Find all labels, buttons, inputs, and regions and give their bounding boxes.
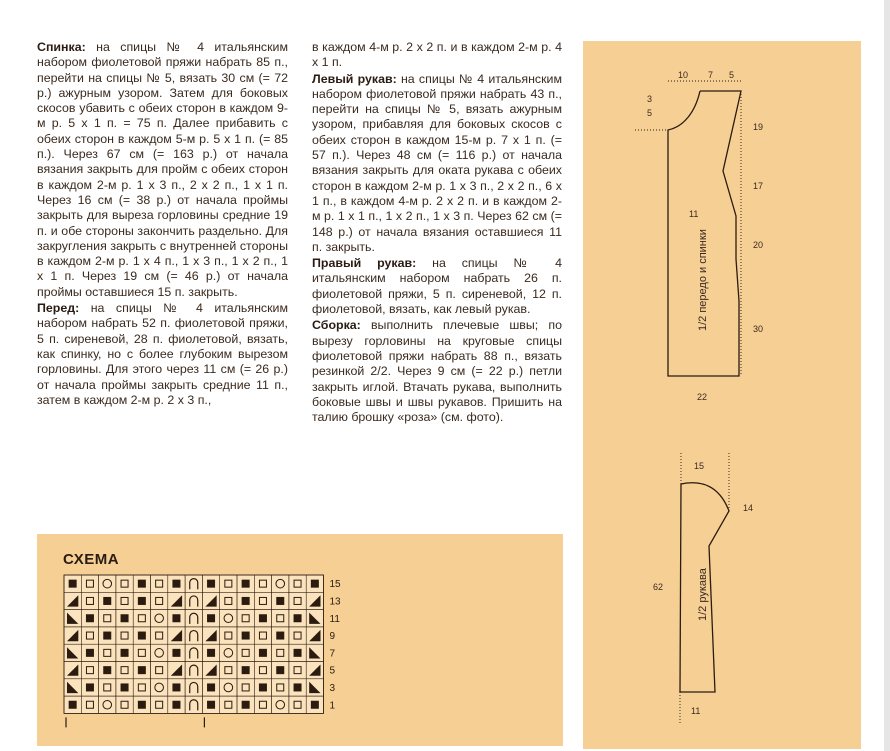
- sleeve-pattern-label: 1/2 рукава: [697, 568, 709, 621]
- stitch-square-symbol: [69, 580, 77, 588]
- body-dim-bottom: 22: [697, 392, 708, 402]
- stitch-square-symbol: [121, 614, 129, 622]
- stitch-square-symbol: [103, 666, 111, 674]
- stitch-square-symbol: [276, 666, 284, 674]
- sleeve-dim-bottom: 11: [691, 706, 701, 716]
- chart-row-number: 11: [329, 613, 340, 625]
- body-pattern-label: 1/2 передо и спинки: [697, 229, 709, 331]
- body-dim-r2: 17: [753, 181, 764, 191]
- stitch-square-symbol: [121, 649, 129, 657]
- right-sleeve-section: [312, 256, 562, 317]
- body-dim-neck-a: 3: [647, 94, 653, 104]
- chart-row-number: 5: [329, 665, 336, 677]
- stitch-square-symbol: [121, 683, 129, 691]
- stitch-square-symbol: [259, 649, 267, 657]
- stitch-square-symbol: [259, 614, 267, 622]
- stitch-square-symbol: [294, 649, 302, 657]
- assembly-heading: Сборка:: [312, 318, 361, 333]
- back-heading: Спинка:: [37, 40, 86, 54]
- stitch-square-symbol: [138, 597, 146, 605]
- front-continued: в каждом 4-м р. 2 х 2 п. и в каждом 2-м р. 4 х 1 п.: [312, 40, 562, 70]
- stitch-square-symbol: [172, 614, 180, 622]
- sleeve-dim-length: 62: [653, 582, 664, 592]
- stitch-square-symbol: [242, 632, 250, 640]
- stitch-square-symbol: [172, 683, 180, 691]
- body-dim-r3: 20: [753, 240, 764, 250]
- stitch-square-symbol: [294, 614, 302, 622]
- left-sleeve-text: на спицы № 4 итальянским набором фиолетовой пряжи набрать 43 п., перейти на спицы № 5, вязать ажурным узором, прибавляя для боковых скосов с обеих сторон в каждом 15-м р. 7 х 1 п. (= 57 п.). Через 48 см (= 116 р.) от начала вязания закрыть для оката рукава с обеих сторон в каждом 2-м р. 1 х 3 п., 2 х 2 п., 6 х 1 п., в каждом 4-м р. 2 х 2 п. и в каждом 2-м р. 1 х 1 п., 1 х 2 п., 1 х 3 п. Через 62 см (= 148 р.) от начала вязания оставшиеся 11 п. закрыть.: [312, 71, 562, 254]
- stitch-square-symbol: [86, 649, 94, 657]
- chart-row-number: 7: [329, 648, 336, 660]
- body-dim-neck-b: 5: [647, 108, 653, 118]
- pattern-diagrams: [583, 41, 861, 749]
- stitch-square-symbol: [103, 632, 111, 640]
- stitch-square-symbol: [242, 701, 250, 709]
- body-dim-top-left: 10: [678, 70, 689, 80]
- stitch-square-symbol: [86, 614, 94, 622]
- stitch-square-symbol: [172, 649, 180, 657]
- stitch-square-symbol: [86, 683, 94, 691]
- stitch-square-symbol: [103, 597, 111, 605]
- stitch-square-symbol: [138, 632, 146, 640]
- stitch-square-symbol: [138, 701, 146, 709]
- stitch-square-symbol: [311, 701, 319, 709]
- left-sleeve-heading: Левый рукав:: [312, 71, 397, 86]
- stitch-square-symbol: [207, 580, 215, 588]
- chart-row-number: 9: [329, 631, 336, 643]
- assembly-section: [312, 318, 562, 425]
- instructions-column-left: [37, 40, 288, 409]
- back-section: [37, 40, 288, 300]
- stitch-square-symbol: [311, 580, 319, 588]
- stitch-square-symbol: [138, 580, 146, 588]
- instructions-column-right: [312, 40, 562, 426]
- right-sleeve-text: на спицы № 4 итальянским набором набрать 26 п. фиолетовой пряжи, 5 п. сиреневой, 12 п. фиолетовой, вязать, как левый рукав.: [312, 256, 562, 317]
- left-sleeve-section: [312, 72, 562, 256]
- stitch-square-symbol: [172, 701, 180, 709]
- chart-row-number: 13: [329, 596, 341, 608]
- stitch-square-symbol: [69, 701, 77, 709]
- stitch-square-symbol: [242, 580, 250, 588]
- stitch-square-symbol: [207, 701, 215, 709]
- chart-row-number: 1: [329, 700, 336, 712]
- stitch-square-symbol: [207, 614, 215, 622]
- stitch-chart-title: СХЕМА: [63, 551, 120, 568]
- body-dim-r4: 30: [753, 324, 764, 334]
- body-dim-top-mid: 7: [708, 70, 714, 80]
- front-text: на спицы № 4 итальянским набором набрать 52 п. фиолетовой пряжи, 5 п. сиреневой, 28 п. фиолетовой, вязать, как спинку, но с более глубоким вырезом горловины. Для этого через 11 см (= 26 р.) от начала проймы закрыть средние 11 п., затем в каждом 2-м р. 2 х 3 п.,: [37, 301, 288, 407]
- stitch-square-symbol: [207, 649, 215, 657]
- stitch-square-symbol: [294, 683, 302, 691]
- assembly-text: выполнить плечевые швы; по вырезу горловины на круговые спицы фиолетовой пряжи набрать 88 п., вязать резинкой 2/2. Через 9 см (= 22 р.) петли закрыть иглой. Втачать рукава, выполнить боковые швы и швы рукавов. Пришить на талию брошку «роза» (см. фото).: [312, 318, 562, 425]
- chart-row-number: 15: [329, 579, 341, 591]
- back-text: на спицы № 4 итальянским набором фиолетовой пряжи набрать 85 п., перейти на спицы № 5, вязать 30 см (= 72 р.) ажурным узором. Затем для боковых скосов убавить с обеих сторон в каждом 9-м р. 5 х 1 п. = 75 п. Далее прибавить с обеих сторон в каждом 5-м р. 5 х 1 п. (= 85 п.). Через 67 см (= 163 р.) от начала вязания закрыть для пройм с обеих сторон в каждом 2-м р. 1 х 3 п., 2 х 2 п., 1 х 1 п. Через 16 см (= 38 р.) от начала проймы закрыть для выреза горловины средние 19 п. и обе стороны закончить раздельно. Для закругления закрыть с внутренней стороны в каждом 2-м р. 1 х 4 п., 1 х 3 п., 1 х 2 п., 1 х 1 п. Через 19 см (= 46 р.) от начала проймы оставшиеся 15 п. закрыть.: [37, 40, 288, 299]
- sleeve-dim-top: 15: [694, 461, 705, 471]
- right-sleeve-heading: Правый рукав:: [312, 256, 417, 271]
- stitch-square-symbol: [242, 666, 250, 674]
- stitch-chart-grid: [60, 570, 370, 730]
- chart-row-number: 3: [329, 682, 336, 694]
- stitch-square-symbol: [276, 632, 284, 640]
- front-section: [37, 301, 288, 408]
- stitch-square-symbol: [138, 666, 146, 674]
- stitch-square-symbol: [207, 683, 215, 691]
- stitch-square-symbol: [259, 683, 267, 691]
- body-dim-r1: 19: [753, 122, 764, 132]
- body-dim-mid: 11: [689, 209, 699, 219]
- stitch-square-symbol: [242, 597, 250, 605]
- sleeve-dim-cap: 14: [743, 503, 754, 513]
- stitch-square-symbol: [172, 580, 180, 588]
- stitch-square-symbol: [276, 597, 284, 605]
- front-heading: Перед:: [37, 301, 80, 316]
- scan-edge: [884, 0, 890, 751]
- body-dim-top-right: 5: [729, 70, 735, 80]
